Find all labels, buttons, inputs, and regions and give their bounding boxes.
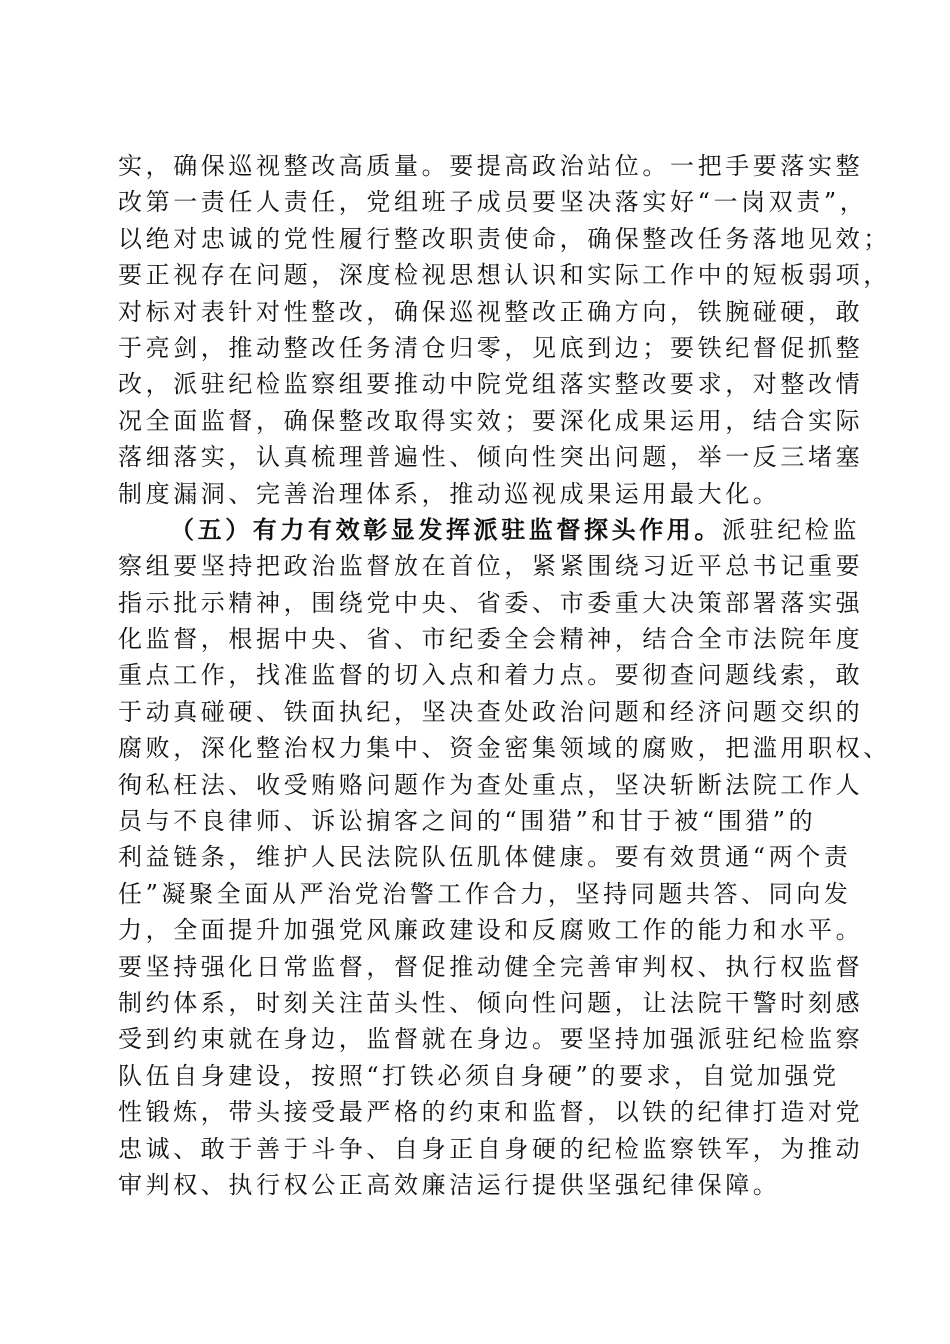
text-line: 审判权、执行权公正高效廉洁运行提供坚强纪律保障。 (118, 1170, 781, 1199)
text-line: 况全面监督，确保整改取得实效；要深化成果运用，结合实际 (118, 406, 864, 435)
section-5-paragraph (118, 512, 891, 1203)
text-line: 制约体系，时刻关注苗头性、倾向性问题，让法院干警时刻感 (118, 988, 864, 1017)
text-line: 队伍自身建设，按照“打铁必须自身硬”的要求，自觉加强党 (118, 1061, 840, 1090)
text-line: 改，派驻纪检监察组要推动中院党组落实整改要求，对整改情 (118, 370, 864, 399)
document-body (118, 148, 891, 1203)
section-5-first-line-text: 派驻纪检监 (722, 515, 860, 544)
text-line: 于亮剑，推动整改任务清仓归零，见底到边；要铁纪督促抓整 (118, 333, 864, 362)
text-line: 落细落实，认真梳理普遍性、倾向性突出问题，举一反三堵塞 (118, 443, 864, 472)
section-5-heading: （五）有力有效彰显发挥派驻监督探头作用。 (170, 514, 722, 544)
section-5-first-line (118, 512, 860, 548)
text-line: 任”凝聚全面从严治党治警工作合力，坚持同题共答、同向发 (118, 879, 852, 908)
text-line: 察组要坚持把政治监督放在首位，紧紧围绕习近平总书记重要 (118, 552, 864, 581)
text-line: 对标对表针对性整改，确保巡视整改正确方向，铁腕碰硬，敢 (118, 297, 864, 326)
text-line: 制度漏洞、完善治理体系，推动巡视成果运用最大化。 (118, 479, 781, 508)
text-line: 指示批示精神，围绕党中央、省委、市委重大决策部署落实强 (118, 588, 864, 617)
text-line: 受到约束就在身边，监督就在身边。要坚持加强派驻纪检监察 (118, 1025, 864, 1054)
text-line: 要正视存在问题，深度检视思想认识和实际工作中的短板弱项， (118, 261, 891, 290)
text-line: 利益链条，维护人民法院队伍肌体健康。要有效贯通“两个责 (118, 843, 852, 872)
text-line: 重点工作，找准监督的切入点和着力点。要彻查问题线索，敢 (118, 661, 864, 690)
text-line: 改第一责任人责任，党组班子成员要坚决落实好“一岗双责”， (118, 188, 868, 217)
text-line: 忠诚、敢于善于斗争、自身正自身硬的纪检监察铁军，为推动 (118, 1134, 864, 1163)
text-line: 力，全面提升加强党风廉政建设和反腐败工作的能力和水平。 (118, 916, 864, 945)
text-line: 员与不良律师、诉讼掮客之间的“围猎”和甘于被“围猎”的 (118, 807, 817, 836)
text-line: 以绝对忠诚的党性履行整改职责使命，确保整改任务落地见效； (118, 224, 891, 253)
text-line: 腐败，深化整治权力集中、资金密集领域的腐败，把滥用职权、 (118, 734, 891, 763)
text-line: 于动真碰硬、铁面执纪，坚决查处政治问题和经济问题交织的 (118, 697, 864, 726)
text-line: 性锻炼，带头接受最严格的约束和监督，以铁的纪律打造对党 (118, 1098, 864, 1127)
text-line: 徇私枉法、收受贿赂问题作为查处重点，坚决斩断法院工作人 (118, 770, 864, 799)
text-line: 实，确保巡视整改高质量。要提高政治站位。一把手要落实整 (118, 152, 864, 180)
text-line: 要坚持强化日常监督，督促推动健全完善审判权、执行权监督 (118, 952, 864, 981)
text-line: 化监督，根据中央、省、市纪委全会精神，结合全市法院年度 (118, 625, 864, 654)
paragraph-continued (118, 148, 891, 512)
